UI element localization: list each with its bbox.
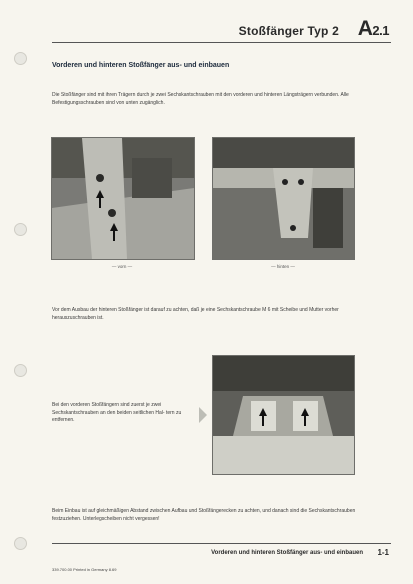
photo-caption-rear: — hinten — [271,264,295,269]
section-title: Vorderen und hinteren Stoßfänger aus- und einbauen [52,62,230,69]
photo-rear-bumper-mount [212,137,355,260]
punch-hole [14,364,27,377]
header-rule [52,42,391,43]
footer-rule [52,543,391,544]
footer-title: Vorderen und hinteren Stoßfänger aus- und einbauen [211,550,363,556]
punch-hole [14,537,27,550]
footer-print-note: 339.700.00 Printed in Germany 8.69 [52,567,117,572]
code-main: A [357,17,373,40]
install-paragraph: Beim Einbau ist auf gleichmäßigen Abstand zwischen Aufbau und Stoßfängerecken zu achten, und danach sind die Sechskantschrauben festzuziehen. Unterlegscheiben nicht vergessen! [52,508,356,522]
intro-paragraph: Die Stoßfänger sind mit ihren Trägern durch je zwei Sechskantschrauben mit den vorderen und hinteren Längsträgern verbunden. Alle Befestigungsschrauben sind von unten zugänglich. [52,92,349,106]
footer-page-number: 1-1 [377,548,389,557]
code-sub: 2.1 [372,23,389,38]
front-note-paragraph: Bei den vorderen Stoßfängern sind zuerst je zwei Sechskantschrauben an den beiden seitlichen Hal- tern zu entfernen. [52,402,182,423]
punch-hole [14,223,27,236]
punch-hole [14,52,27,65]
photo-front-bumper-mount [51,137,195,260]
page-header-title: Stoßfänger Typ 2 [238,24,339,38]
pointer-arrow [199,407,207,423]
page-header-code [358,17,389,41]
photo-caption-front: — vorn — [111,264,133,269]
photo-front-bumper-holder [212,355,355,475]
rear-note-paragraph: Vor dem Ausbau der hinteren Stoßfänger ist darauf zu achten, daß je eine Sechskantschraube M 6 mit Scheibe und Mutter vorher herauszuschrauben ist. [52,307,339,321]
